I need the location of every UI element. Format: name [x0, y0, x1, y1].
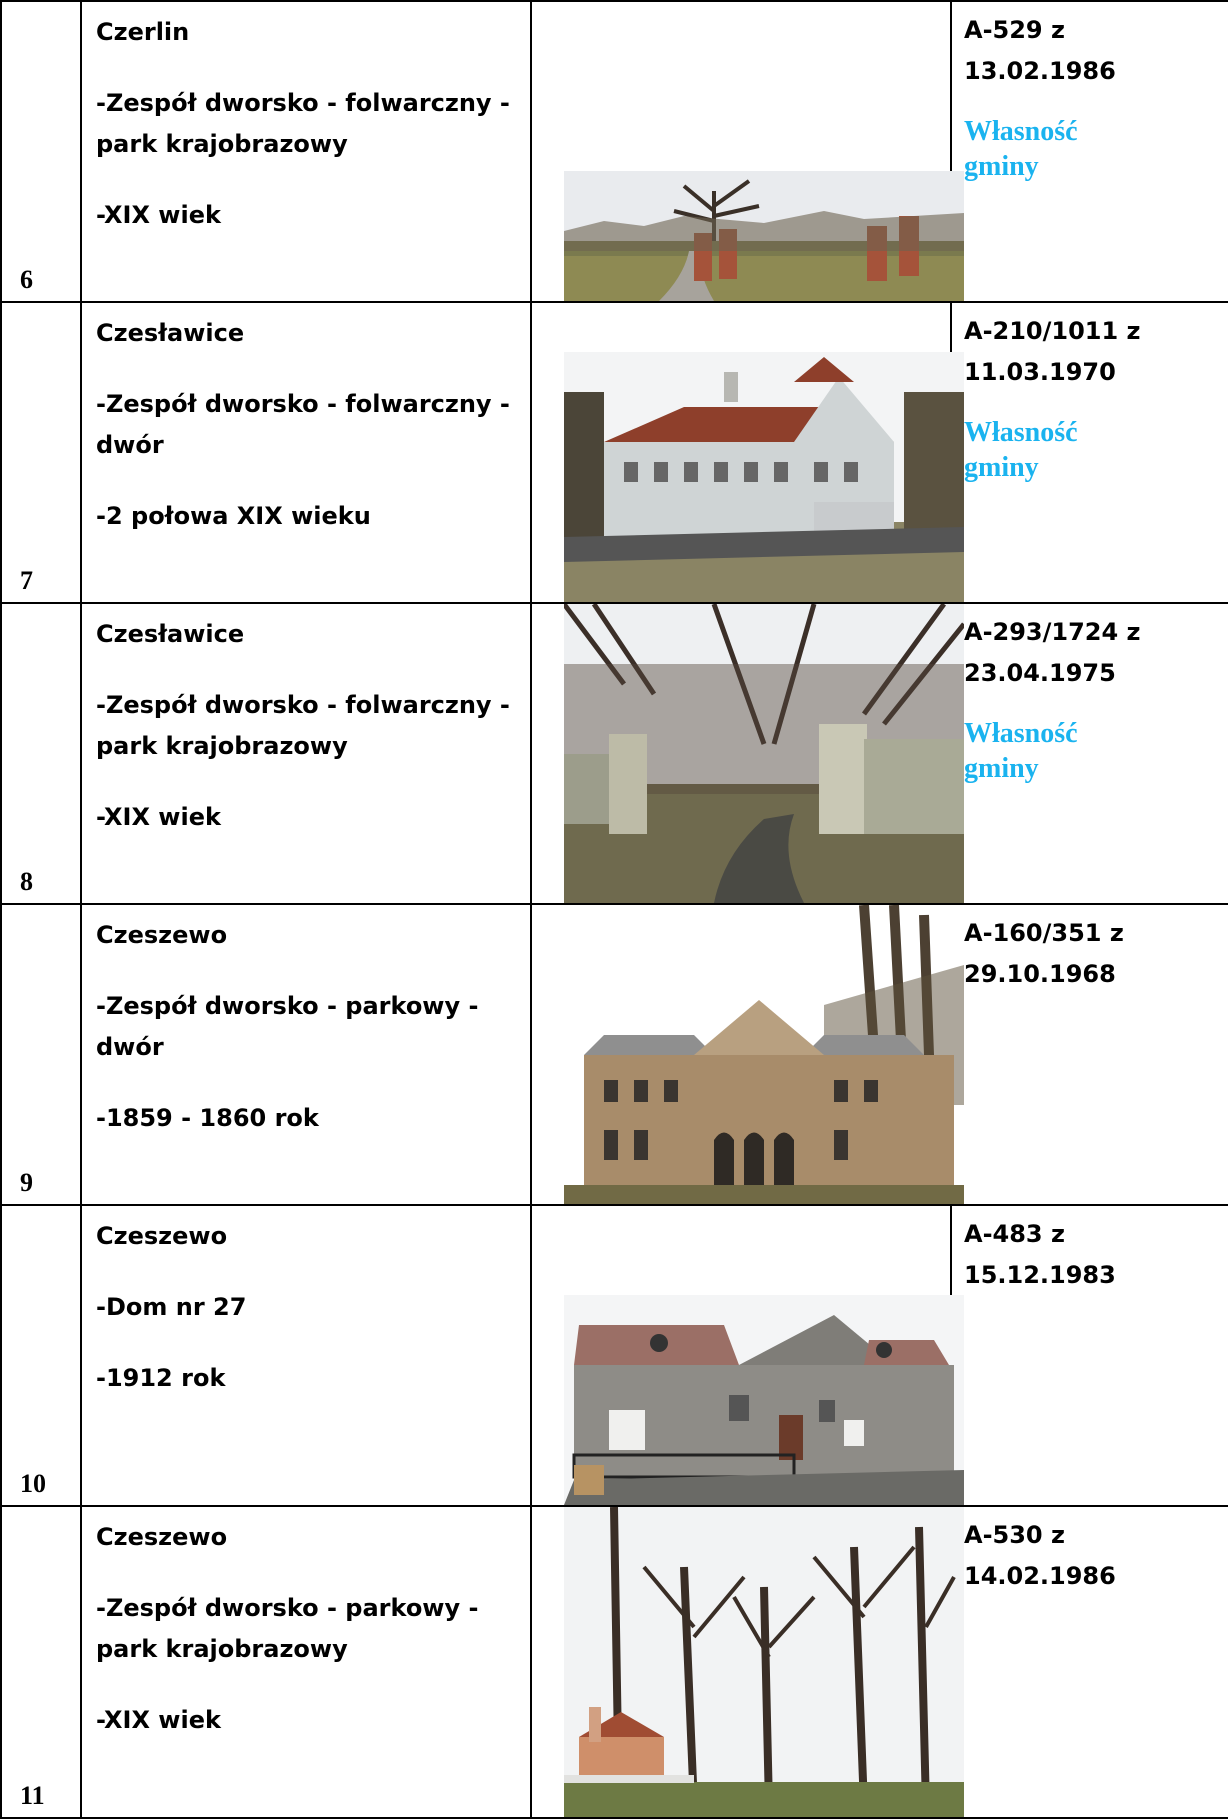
monument-type: -Dom nr 27	[96, 1293, 247, 1321]
place-name: Czerlin	[96, 18, 190, 46]
photo-cell	[531, 1506, 951, 1818]
photo-cell	[531, 1205, 951, 1506]
entry-number-cell	[1, 302, 81, 603]
monument-date: -XIX wiek	[96, 1706, 221, 1734]
registration-cell	[951, 1205, 1228, 1506]
monument-type-cont: dwór	[96, 431, 164, 459]
monument-type-cont: dwór	[96, 1033, 164, 1061]
table-row	[1, 603, 1228, 904]
registration-date: 14.02.1986	[964, 1562, 1116, 1590]
registration-cell	[951, 1, 1228, 302]
entry-number-cell	[1, 1205, 81, 1506]
manor-house-photo	[564, 352, 964, 602]
ownership-note: Własność gminy	[964, 417, 1078, 483]
monument-date: -XIX wiek	[96, 803, 221, 831]
place-name: Czeszewo	[96, 921, 228, 949]
registration-date: 23.04.1975	[964, 659, 1116, 687]
description-cell	[81, 302, 531, 603]
monument-type-cont: park krajobrazowy	[96, 1635, 348, 1663]
monument-date: -2 połowa XIX wieku	[96, 502, 371, 530]
entry-number: 6	[20, 265, 33, 294]
registration-date: 13.02.1986	[964, 57, 1116, 85]
photo-cell	[531, 904, 951, 1205]
park-road-gate-photo	[564, 604, 964, 903]
registration-cell	[951, 1506, 1228, 1818]
monument-date: -1859 - 1860 rok	[96, 1104, 319, 1132]
monument-type: -Zespół dworsko - parkowy -	[96, 1594, 479, 1622]
monument-type: -Zespół dworsko - folwarczny -	[96, 89, 510, 117]
table-row	[1, 1205, 1228, 1506]
photo-cell	[531, 603, 951, 904]
park-trees-church-photo	[564, 1507, 964, 1817]
entry-number: 10	[20, 1469, 46, 1498]
description-cell	[81, 1506, 531, 1818]
table-row	[1, 1, 1228, 302]
description-cell	[81, 603, 531, 904]
description-cell	[81, 1205, 531, 1506]
registration-number: A-293/1724 z	[964, 618, 1141, 646]
monument-type-cont: park krajobrazowy	[96, 130, 348, 158]
registration-number: A-529 z	[964, 16, 1065, 44]
entry-number: 8	[20, 867, 33, 896]
registration-date: 15.12.1983	[964, 1261, 1116, 1289]
manor-arcade-photo	[564, 905, 964, 1204]
registration-date: 11.03.1970	[964, 358, 1116, 386]
registration-number: A-530 z	[964, 1521, 1065, 1549]
monument-date: -XIX wiek	[96, 201, 221, 229]
place-name: Czesławice	[96, 620, 245, 648]
monument-date: -1912 rok	[96, 1364, 226, 1392]
place-name: Czeszewo	[96, 1222, 228, 1250]
registration-cell	[951, 904, 1228, 1205]
entry-number: 11	[20, 1781, 45, 1810]
entry-number: 9	[20, 1168, 33, 1197]
registration-number: A-483 z	[964, 1220, 1065, 1248]
ownership-note: Własność gminy	[964, 718, 1078, 784]
place-name: Czeszewo	[96, 1523, 228, 1551]
entry-number-cell	[1, 1, 81, 302]
monument-type: -Zespół dworsko - folwarczny -	[96, 691, 510, 719]
registration-number: A-160/351 z	[964, 919, 1124, 947]
park-gate-photo	[564, 171, 964, 301]
entry-number-cell	[1, 904, 81, 1205]
ownership-note: Własność gminy	[964, 116, 1078, 182]
registration-date: 29.10.1968	[964, 960, 1116, 988]
entry-number: 7	[20, 566, 33, 595]
entry-number-cell	[1, 1506, 81, 1818]
description-cell	[81, 1, 531, 302]
place-name: Czesławice	[96, 319, 245, 347]
monument-type: -Zespół dworsko - parkowy -	[96, 992, 479, 1020]
entry-number-cell	[1, 603, 81, 904]
monument-type-cont: park krajobrazowy	[96, 732, 348, 760]
registration-number: A-210/1011 z	[964, 317, 1141, 345]
table-row	[1, 302, 1228, 603]
table-row	[1, 1506, 1228, 1818]
house-photo	[564, 1295, 964, 1505]
registration-cell	[951, 603, 1228, 904]
monument-type: -Zespół dworsko - folwarczny -	[96, 390, 510, 418]
registration-cell	[951, 302, 1228, 603]
photo-cell	[531, 302, 951, 603]
table-row	[1, 904, 1228, 1205]
photo-cell	[531, 1, 951, 302]
description-cell	[81, 904, 531, 1205]
